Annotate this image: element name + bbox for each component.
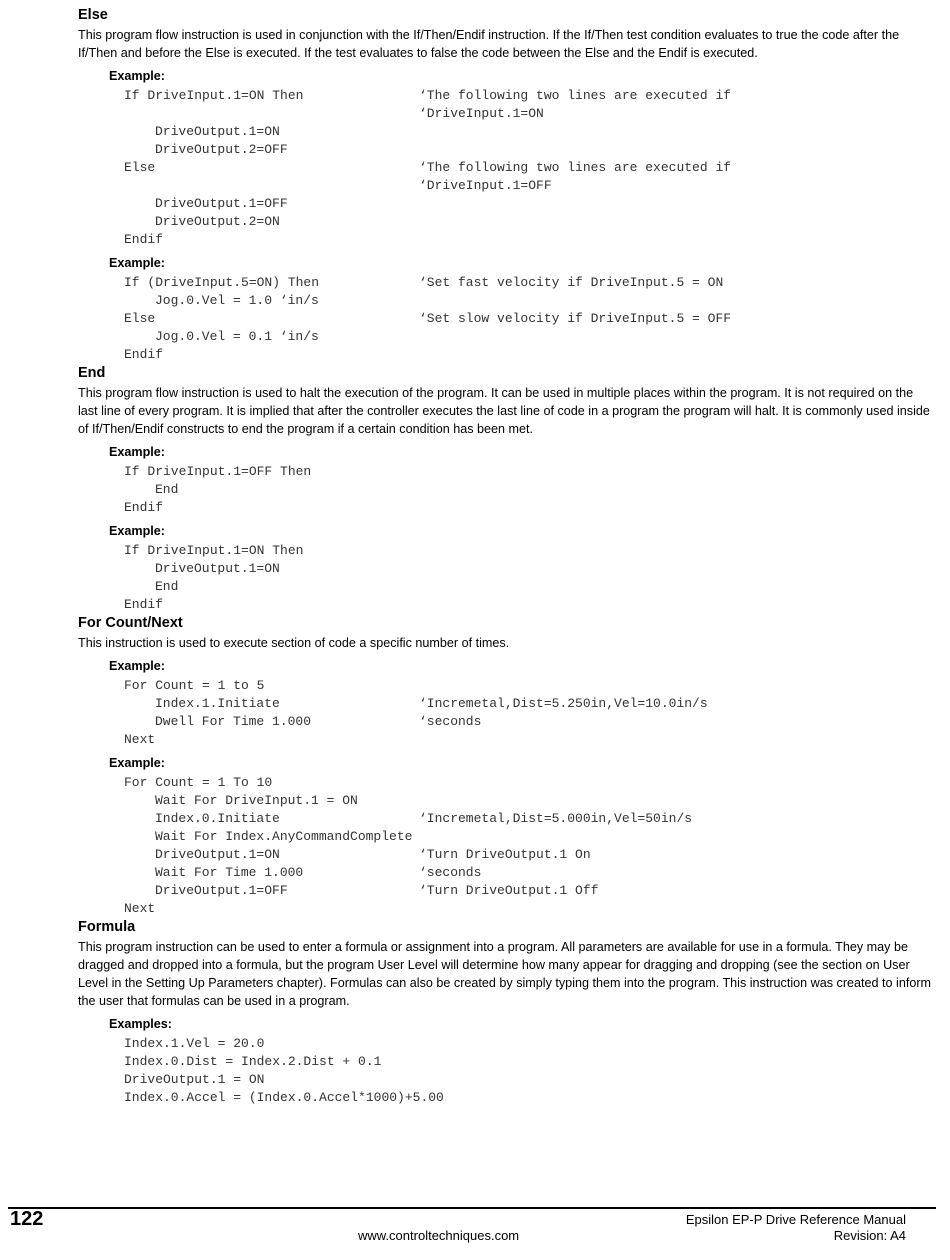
section-title: Formula — [78, 919, 136, 935]
code-line — [124, 481, 936, 499]
code-text: DriveOutput.1=OFF — [155, 883, 288, 898]
code-block — [124, 1035, 936, 1107]
code-text: If DriveInput.1=ON Then — [124, 543, 304, 558]
code-comment: ‘The following two lines are executed if — [419, 88, 732, 103]
code-text: DriveOutput.2=ON — [155, 214, 280, 229]
code-line — [124, 864, 936, 882]
code-block — [124, 542, 936, 614]
code-line — [124, 328, 936, 346]
example-label: Examples: — [109, 1017, 172, 1031]
code-line — [124, 846, 936, 864]
code-line — [124, 159, 936, 177]
example-label: Example: — [109, 445, 165, 459]
code-line — [124, 578, 936, 596]
code-block — [124, 677, 936, 749]
footer-website: www.controltechniques.com — [358, 1228, 520, 1243]
code-block — [124, 463, 936, 517]
code-comment: ‘Incremetal,Dist=5.250in,Vel=10.0in/s — [419, 696, 708, 711]
code-line — [124, 1053, 936, 1071]
code-comment: ‘Turn DriveOutput.1 Off — [419, 883, 599, 898]
code-line — [124, 195, 936, 213]
code-text: Index.1.Initiate — [155, 696, 280, 711]
section-title: End — [78, 365, 106, 381]
code-line — [124, 310, 936, 328]
example-label: Example: — [109, 659, 165, 673]
code-line — [124, 105, 936, 123]
code-comment: ‘Incremetal,Dist=5.000in,Vel=50in/s — [419, 811, 693, 826]
code-line — [124, 292, 936, 310]
section — [78, 364, 936, 614]
code-text: Wait For Time 1.000 — [155, 865, 304, 880]
code-line — [124, 141, 936, 159]
footer-rule — [8, 1207, 936, 1209]
code-text: DriveOutput.1=ON — [155, 561, 280, 576]
code-comment: ‘seconds — [419, 714, 482, 729]
example-label: Example: — [109, 756, 165, 770]
section-paragraph: This program flow instruction is used in conjunction with the If/Then/Endif instruction. If the If/Then test condition evaluates to true the code after the If/Then and before the Else is executed. If the test evaluates to false the code between the Else and the Endif is executed. — [78, 28, 900, 60]
code-text: DriveOutput.1 = ON — [124, 1072, 265, 1087]
code-text: Index.1.Vel = 20.0 — [124, 1036, 265, 1051]
code-text: Index.0.Initiate — [155, 811, 280, 826]
code-text: DriveOutput.1=OFF — [155, 196, 288, 211]
code-line — [124, 1089, 936, 1107]
code-text: End — [155, 579, 179, 594]
code-text: Next — [124, 732, 156, 747]
section — [78, 614, 936, 918]
code-line — [124, 713, 936, 731]
code-comment: ‘Turn DriveOutput.1 On — [419, 847, 591, 862]
example-label: Example: — [109, 256, 165, 270]
code-text: DriveOutput.2=OFF — [155, 142, 288, 157]
footer-manual-info — [686, 1212, 906, 1244]
code-line — [124, 828, 936, 846]
code-line — [124, 346, 936, 364]
code-text: Jog.0.Vel = 1.0 ‘in/s — [155, 293, 319, 308]
code-line — [124, 213, 936, 231]
code-line — [124, 695, 936, 713]
example-label: Example: — [109, 69, 165, 83]
section-title: Else — [78, 7, 108, 23]
code-line — [124, 123, 936, 141]
section-paragraph: This program flow instruction is used to halt the execution of the program. It can be used in multiple places within the program. It is not required on the last line of every program. It is implied that after the controller executes the last line of code in a program the program will halt. It is commonly used inside of If/Then/Endif constructs to end the program if a certain condition has been met. — [78, 386, 930, 436]
code-line — [124, 87, 936, 105]
code-text: Wait For DriveInput.1 = ON — [155, 793, 358, 808]
code-text: Endif — [124, 347, 164, 362]
code-text: Endif — [124, 232, 164, 247]
section — [78, 6, 936, 364]
code-text: Endif — [124, 500, 164, 515]
code-text: Endif — [124, 597, 164, 612]
code-text: Dwell For Time 1.000 — [155, 714, 312, 729]
code-block — [124, 274, 936, 364]
code-block — [124, 774, 936, 918]
code-text: DriveOutput.1=ON — [155, 124, 280, 139]
code-line — [124, 810, 936, 828]
code-text: Index.0.Dist = Index.2.Dist + 0.1 — [124, 1054, 382, 1069]
code-text: If (DriveInput.5=ON) Then — [124, 275, 320, 290]
code-text: Index.0.Accel = (Index.0.Accel*1000)+5.00 — [124, 1090, 444, 1105]
code-line — [124, 499, 936, 517]
code-comment: ‘DriveInput.1=ON — [419, 106, 544, 121]
code-line — [124, 677, 936, 695]
section-paragraph: This program instruction can be used to enter a formula or assignment into a program. All parameters are available for use in a formula. They may be dragged and dropped into a formula, but the program User Level will determine how many appear for dragging and dropping (see the section on User Level in the Setting Up Parameters chapter). Formulas can also be created by simply typing them into the program. This instruction was created to inform the user that formulas can be used in a program. — [78, 940, 932, 1008]
code-line — [124, 463, 936, 481]
code-line — [124, 560, 936, 578]
revision-label: Revision: A4 — [833, 1228, 906, 1243]
code-text: Else — [124, 311, 156, 326]
code-line — [124, 542, 936, 560]
code-text: Jog.0.Vel = 0.1 ‘in/s — [155, 329, 319, 344]
example-label: Example: — [109, 524, 165, 538]
code-text: Wait For Index.AnyCommandComplete — [155, 829, 413, 844]
code-text: End — [155, 482, 179, 497]
page-number: 122 — [10, 1208, 44, 1230]
code-comment: ‘Set fast velocity if DriveInput.5 = ON — [419, 275, 724, 290]
code-line — [124, 596, 936, 614]
code-text: If DriveInput.1=OFF Then — [124, 464, 312, 479]
code-line — [124, 1071, 936, 1089]
section — [78, 918, 936, 1107]
code-line — [124, 1035, 936, 1053]
code-line — [124, 774, 936, 792]
page-content — [78, 6, 936, 1107]
code-text: For Count = 1 to 5 — [124, 678, 265, 693]
code-text: If DriveInput.1=ON Then — [124, 88, 304, 103]
section-paragraph: This instruction is used to execute section of code a specific number of times. — [78, 636, 510, 650]
code-comment: ‘Set slow velocity if DriveInput.5 = OFF — [419, 311, 732, 326]
code-comment: ‘The following two lines are executed if — [419, 160, 732, 175]
code-line — [124, 274, 936, 292]
code-text: For Count = 1 To 10 — [124, 775, 273, 790]
code-line — [124, 231, 936, 249]
code-text: DriveOutput.1=ON — [155, 847, 280, 862]
code-text: Else — [124, 160, 156, 175]
code-block — [124, 87, 936, 249]
code-line — [124, 177, 936, 195]
manual-title: Epsilon EP-P Drive Reference Manual — [685, 1212, 906, 1227]
code-line — [124, 731, 936, 749]
code-line — [124, 882, 936, 900]
code-text: Next — [124, 901, 156, 916]
code-line — [124, 792, 936, 810]
code-comment: ‘seconds — [419, 865, 482, 880]
code-comment: ‘DriveInput.1=OFF — [419, 178, 552, 193]
section-title: For Count/Next — [78, 615, 183, 631]
code-line — [124, 900, 936, 918]
